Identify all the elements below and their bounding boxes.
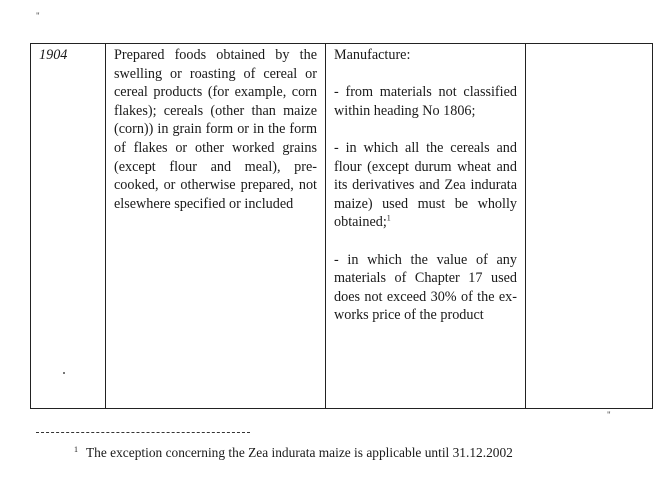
opening-quote-mark: " — [36, 11, 40, 21]
alternative-rule-cell — [526, 44, 653, 409]
heading-number: 1904 — [39, 47, 68, 63]
heading-number-cell — [31, 44, 106, 409]
rules-table-container — [30, 43, 653, 409]
footnote-separator — [36, 432, 250, 433]
closing-quote-mark: " — [607, 410, 611, 420]
working-condition-2-text: - in which all the cereals and flour (except durum wheat and its derivatives and Zea indurata maize) used must be wholly obtained; — [334, 139, 517, 231]
working-condition-2 — [334, 139, 517, 232]
description-cell — [106, 44, 326, 409]
working-condition-3: - in which the value of any materials of Chapter 17 used does not exceed 30% of the ex-works price of the product — [334, 251, 517, 324]
footnote-number: 1 — [74, 444, 78, 454]
working-intro: Manufacture: — [334, 47, 411, 63]
scan-speck — [63, 372, 65, 374]
footnote-reference: 1 — [386, 213, 391, 223]
working-condition-1: - from materials not classified within heading No 1806; — [334, 84, 517, 119]
origin-rules-table — [30, 43, 653, 409]
table-row — [31, 44, 653, 409]
working-processing-cell — [326, 44, 526, 409]
footnote-text: The exception concerning the Zea indurata maize is applicable until 31.12.2002 — [86, 445, 513, 460]
footnote — [74, 444, 513, 462]
product-description: Prepared foods obtained by the swelling or roasting of cereal or cereal products (for example, corn flakes); cereals (other than maize (corn)) in grain form or in the form of flakes or other worked grains (except flour and meal), pre-cooked, or otherwise prepared, not elsewhere specified or included — [114, 47, 317, 212]
